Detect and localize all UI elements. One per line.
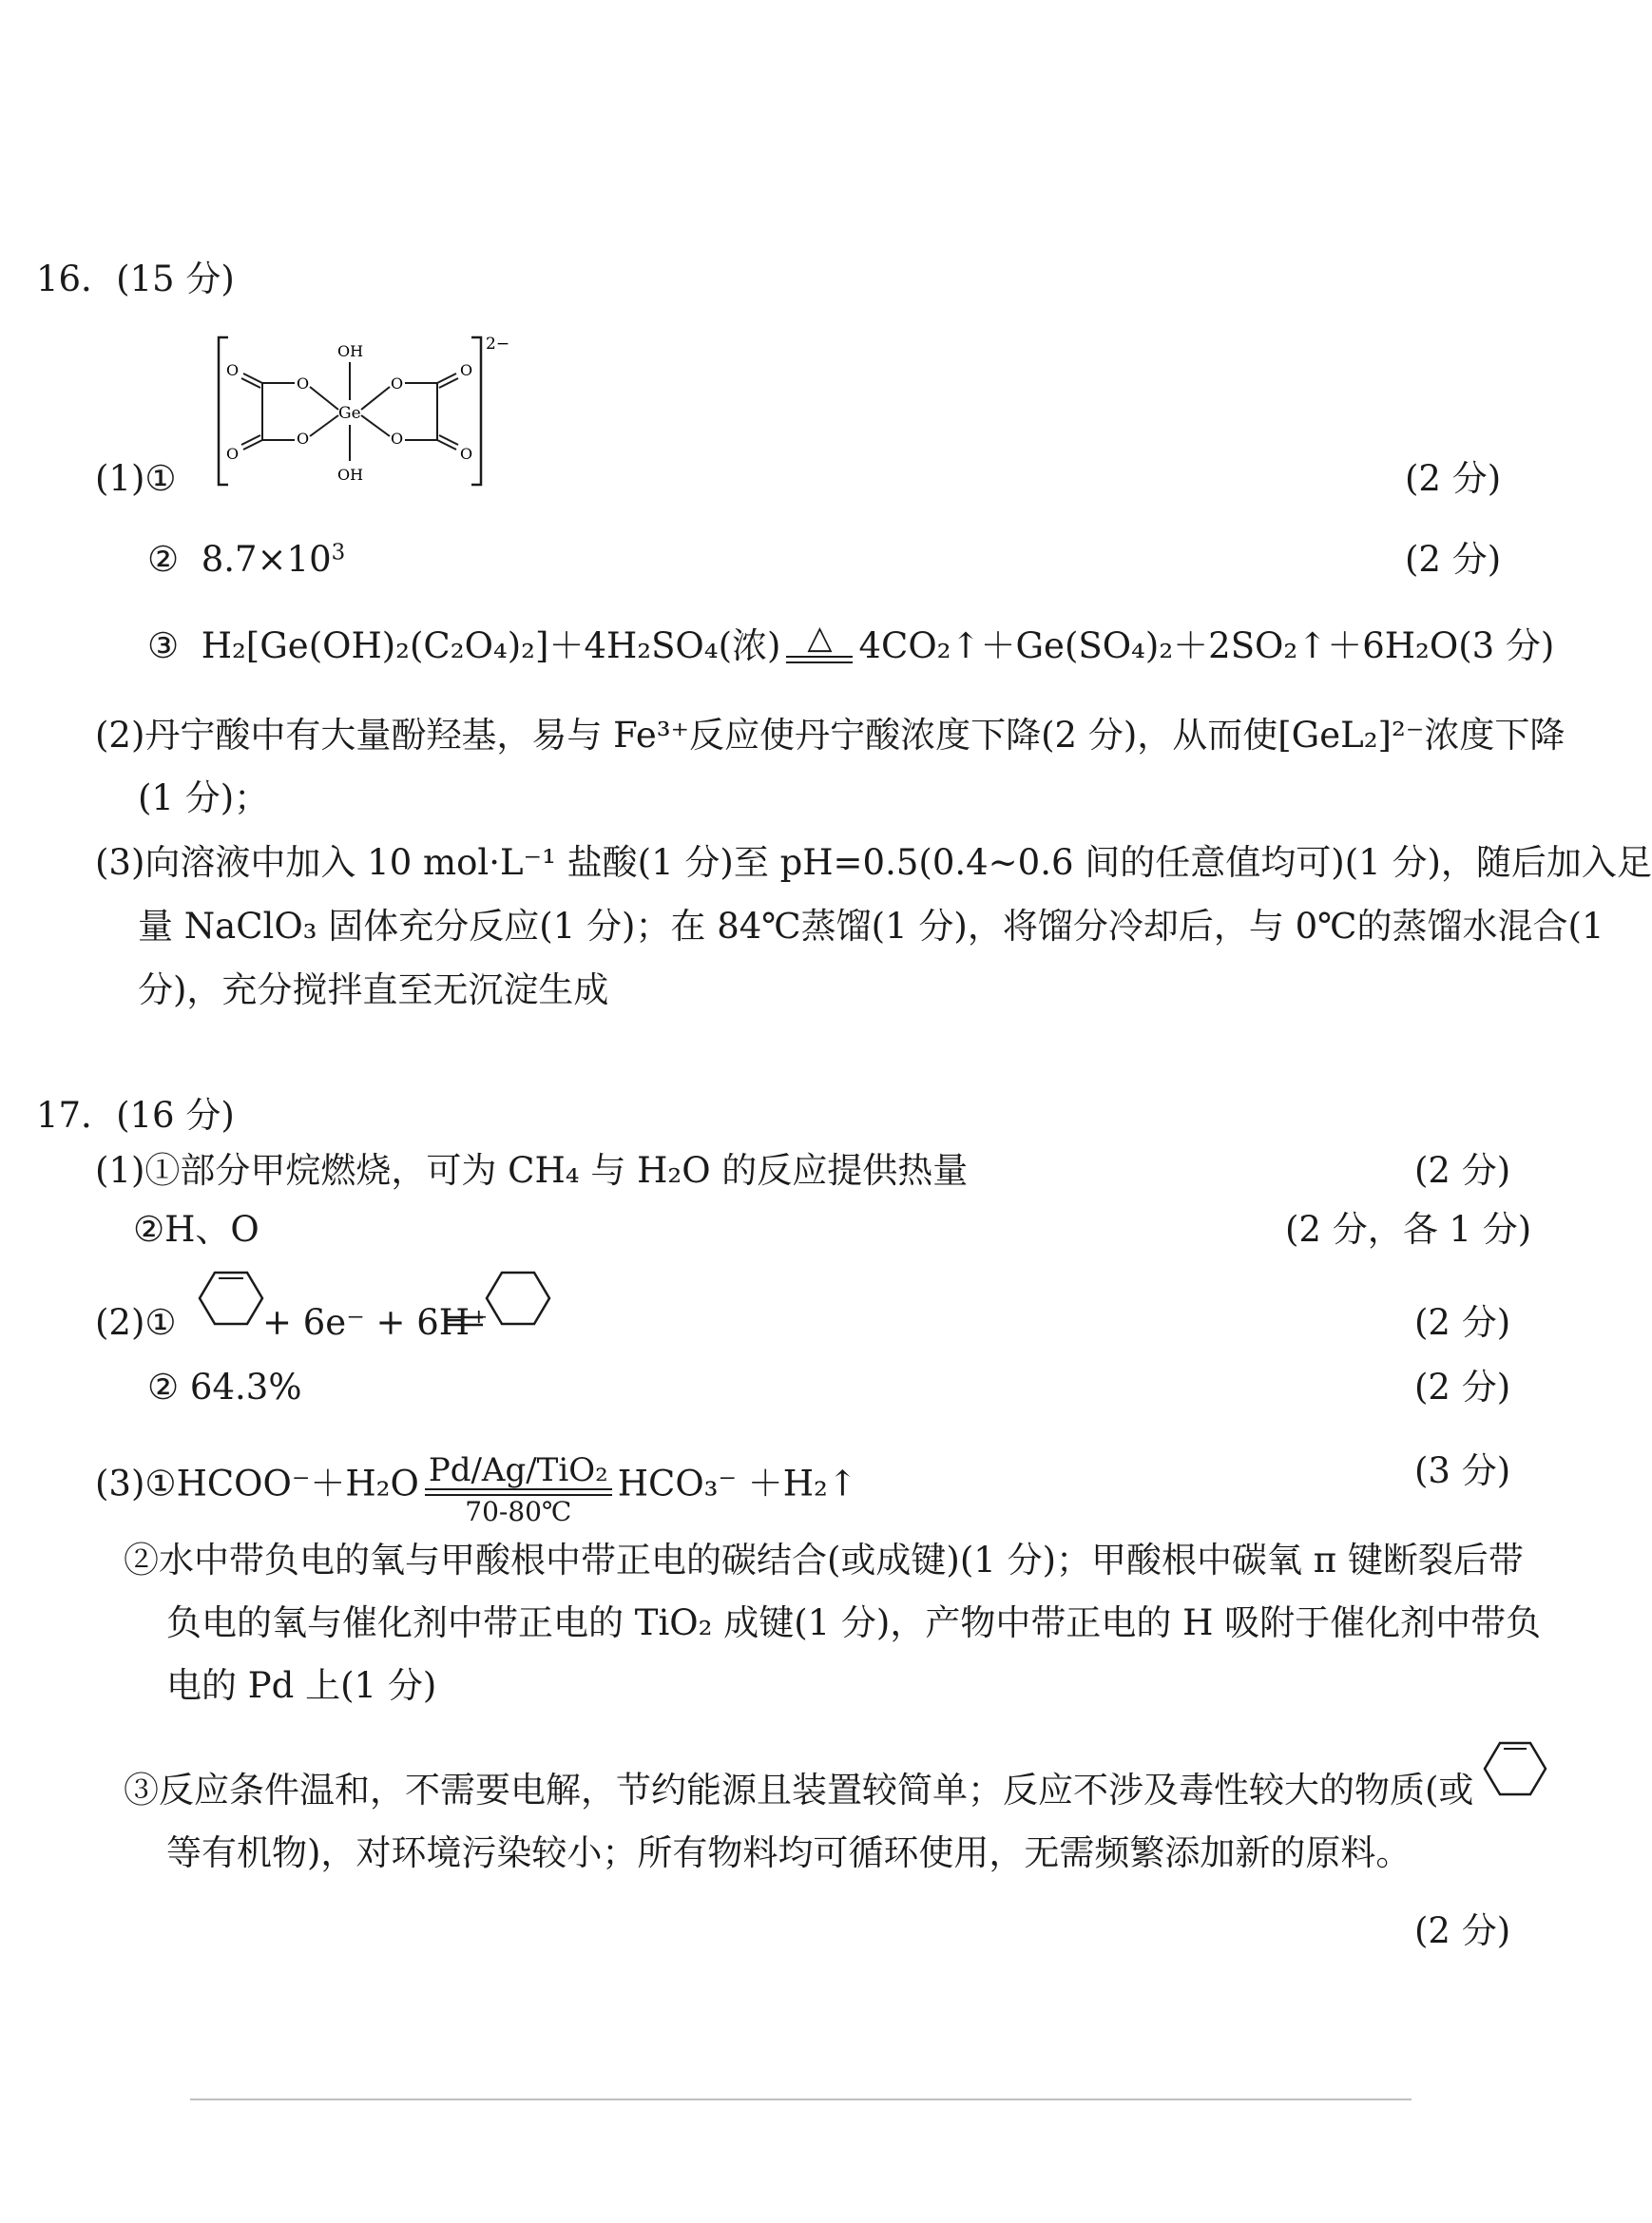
atom-label: O <box>391 430 404 448</box>
q17-p1-score2: (2 分，各 1 分) <box>1285 1209 1532 1250</box>
equation-condition: △ <box>786 620 853 663</box>
q17-p1-score1: (2 分) <box>1414 1150 1511 1191</box>
q16-p3-equation <box>147 618 1555 671</box>
q17-p2-label: (2)① <box>95 1302 177 1343</box>
q17-p3-3-line1: ③反应条件温和，不需要电解，节约能源且装置较简单；反应不涉及毒性较大的物质(或 <box>124 1770 1474 1811</box>
q16-part3-line1: (3)向溶液中加入 10 mol·L⁻¹ 盐酸(1 分)至 pH=0.5(0.4~0.6 间的任意值均可)(1 分)，随后加入足 <box>95 842 1652 883</box>
q16-p3-label: ③ <box>147 625 180 666</box>
q16-p3-score: (3 分) <box>1458 625 1555 666</box>
q16-part3-line3: 分)，充分搅拌直至无沉淀生成 <box>138 969 609 1010</box>
q17-p3-score1: (3 分) <box>1414 1450 1511 1491</box>
q17-p2-score1: (2 分) <box>1414 1302 1511 1343</box>
atom-label: OH <box>337 342 364 360</box>
atom-label: O <box>460 361 473 379</box>
atom-label: Ge <box>338 404 361 423</box>
q17-p2-score2: (2 分) <box>1414 1367 1511 1408</box>
equals-sign-icon <box>443 1310 485 1332</box>
cyclohexene-ring-icon <box>1483 1739 1547 1798</box>
q17-p2-eq-mid: + 6e⁻ + 6H⁺ <box>262 1302 489 1343</box>
q17-p3-2-line3: 电的 Pd 上(1 分) <box>166 1665 437 1706</box>
q17-p3-3-score: (2 分) <box>1414 1910 1511 1951</box>
q17-p3-2-line2: 负电的氧与催化剂中带正电的 TiO₂ 成键(1 分)，产物中带正电的 H 吸附于催化剂中带负 <box>166 1602 1542 1643</box>
ge-oxalate-complex-structure <box>217 328 510 494</box>
atom-label: O <box>226 445 240 463</box>
q17-p3-3-line2: 等有机物)，对环境污染较小；所有物料均可循环使用，无需频繁添加新的原料。 <box>166 1832 1412 1873</box>
q17-p3-2-line1: ②水中带负电的氧与甲酸根中带正电的碳结合(或成键)(1 分)；甲酸根中碳氧 π 键断裂后带 <box>124 1540 1524 1581</box>
q16-header: 16．(15 分) <box>36 259 235 299</box>
page-divider <box>190 2098 1412 2100</box>
q16-p1-score: (2 分) <box>1405 458 1502 499</box>
q16-p2-value: 8.7×10 <box>201 539 332 580</box>
q17-p2-line2: ② 64.3% <box>147 1367 302 1408</box>
atom-label: OH <box>337 466 364 484</box>
equation-right: 4CO₂↑＋Ge(SO₄)₂＋2SO₂↑＋6H₂O <box>858 625 1459 666</box>
cyclohexene-ring-icon <box>198 1269 264 1328</box>
complex-charge: 2− <box>486 335 510 354</box>
atom-label: O <box>460 445 473 463</box>
q16-p1-label: (1)① <box>95 458 177 499</box>
q17-header: 17．(16 分) <box>36 1095 235 1136</box>
equation-right: HCO₃⁻ ＋H₂↑ <box>617 1463 857 1504</box>
equation-left: H₂[Ge(OH)₂(C₂O₄)₂]＋4H₂SO₄(浓) <box>201 625 781 666</box>
q16-p2-line <box>147 537 345 583</box>
q17-p1-line2: ②H、O <box>133 1209 259 1250</box>
q17-p3-label: (3)① <box>95 1463 177 1504</box>
atom-label: O <box>391 374 404 393</box>
q16-part2-line1: (2)丹宁酸中有大量酚羟基，易与 Fe³⁺反应使丹宁酸浓度下降(2 分)，从而使[GeL₂]²⁻浓度下降 <box>95 715 1566 756</box>
q16-p2-score: (2 分) <box>1405 539 1502 580</box>
cyclohexane-ring-icon <box>485 1269 551 1328</box>
atom-label: O <box>226 361 240 379</box>
atom-label: O <box>297 430 310 448</box>
equation-left: HCOO⁻＋H₂O <box>176 1463 419 1504</box>
q16-part3-line2: 量 NaClO₃ 固体充分反应(1 分)；在 84℃蒸馏(1 分)，将馏分冷却后，与 0℃的蒸馏水混合(1 <box>138 906 1604 947</box>
q17-p3-equation <box>95 1448 857 1527</box>
q16-p2-label: ② <box>147 539 180 580</box>
atom-label: O <box>297 374 310 393</box>
q16-part2-line2: (1 分)； <box>138 777 270 818</box>
q17-p1-line1: (1)①部分甲烷燃烧，可为 CH₄ 与 H₂O 的反应提供热量 <box>95 1150 969 1191</box>
q16-p2-exp: 3 <box>331 540 346 565</box>
equation-condition: Pd/Ag/TiO₂ 70-80℃ <box>425 1452 612 1528</box>
